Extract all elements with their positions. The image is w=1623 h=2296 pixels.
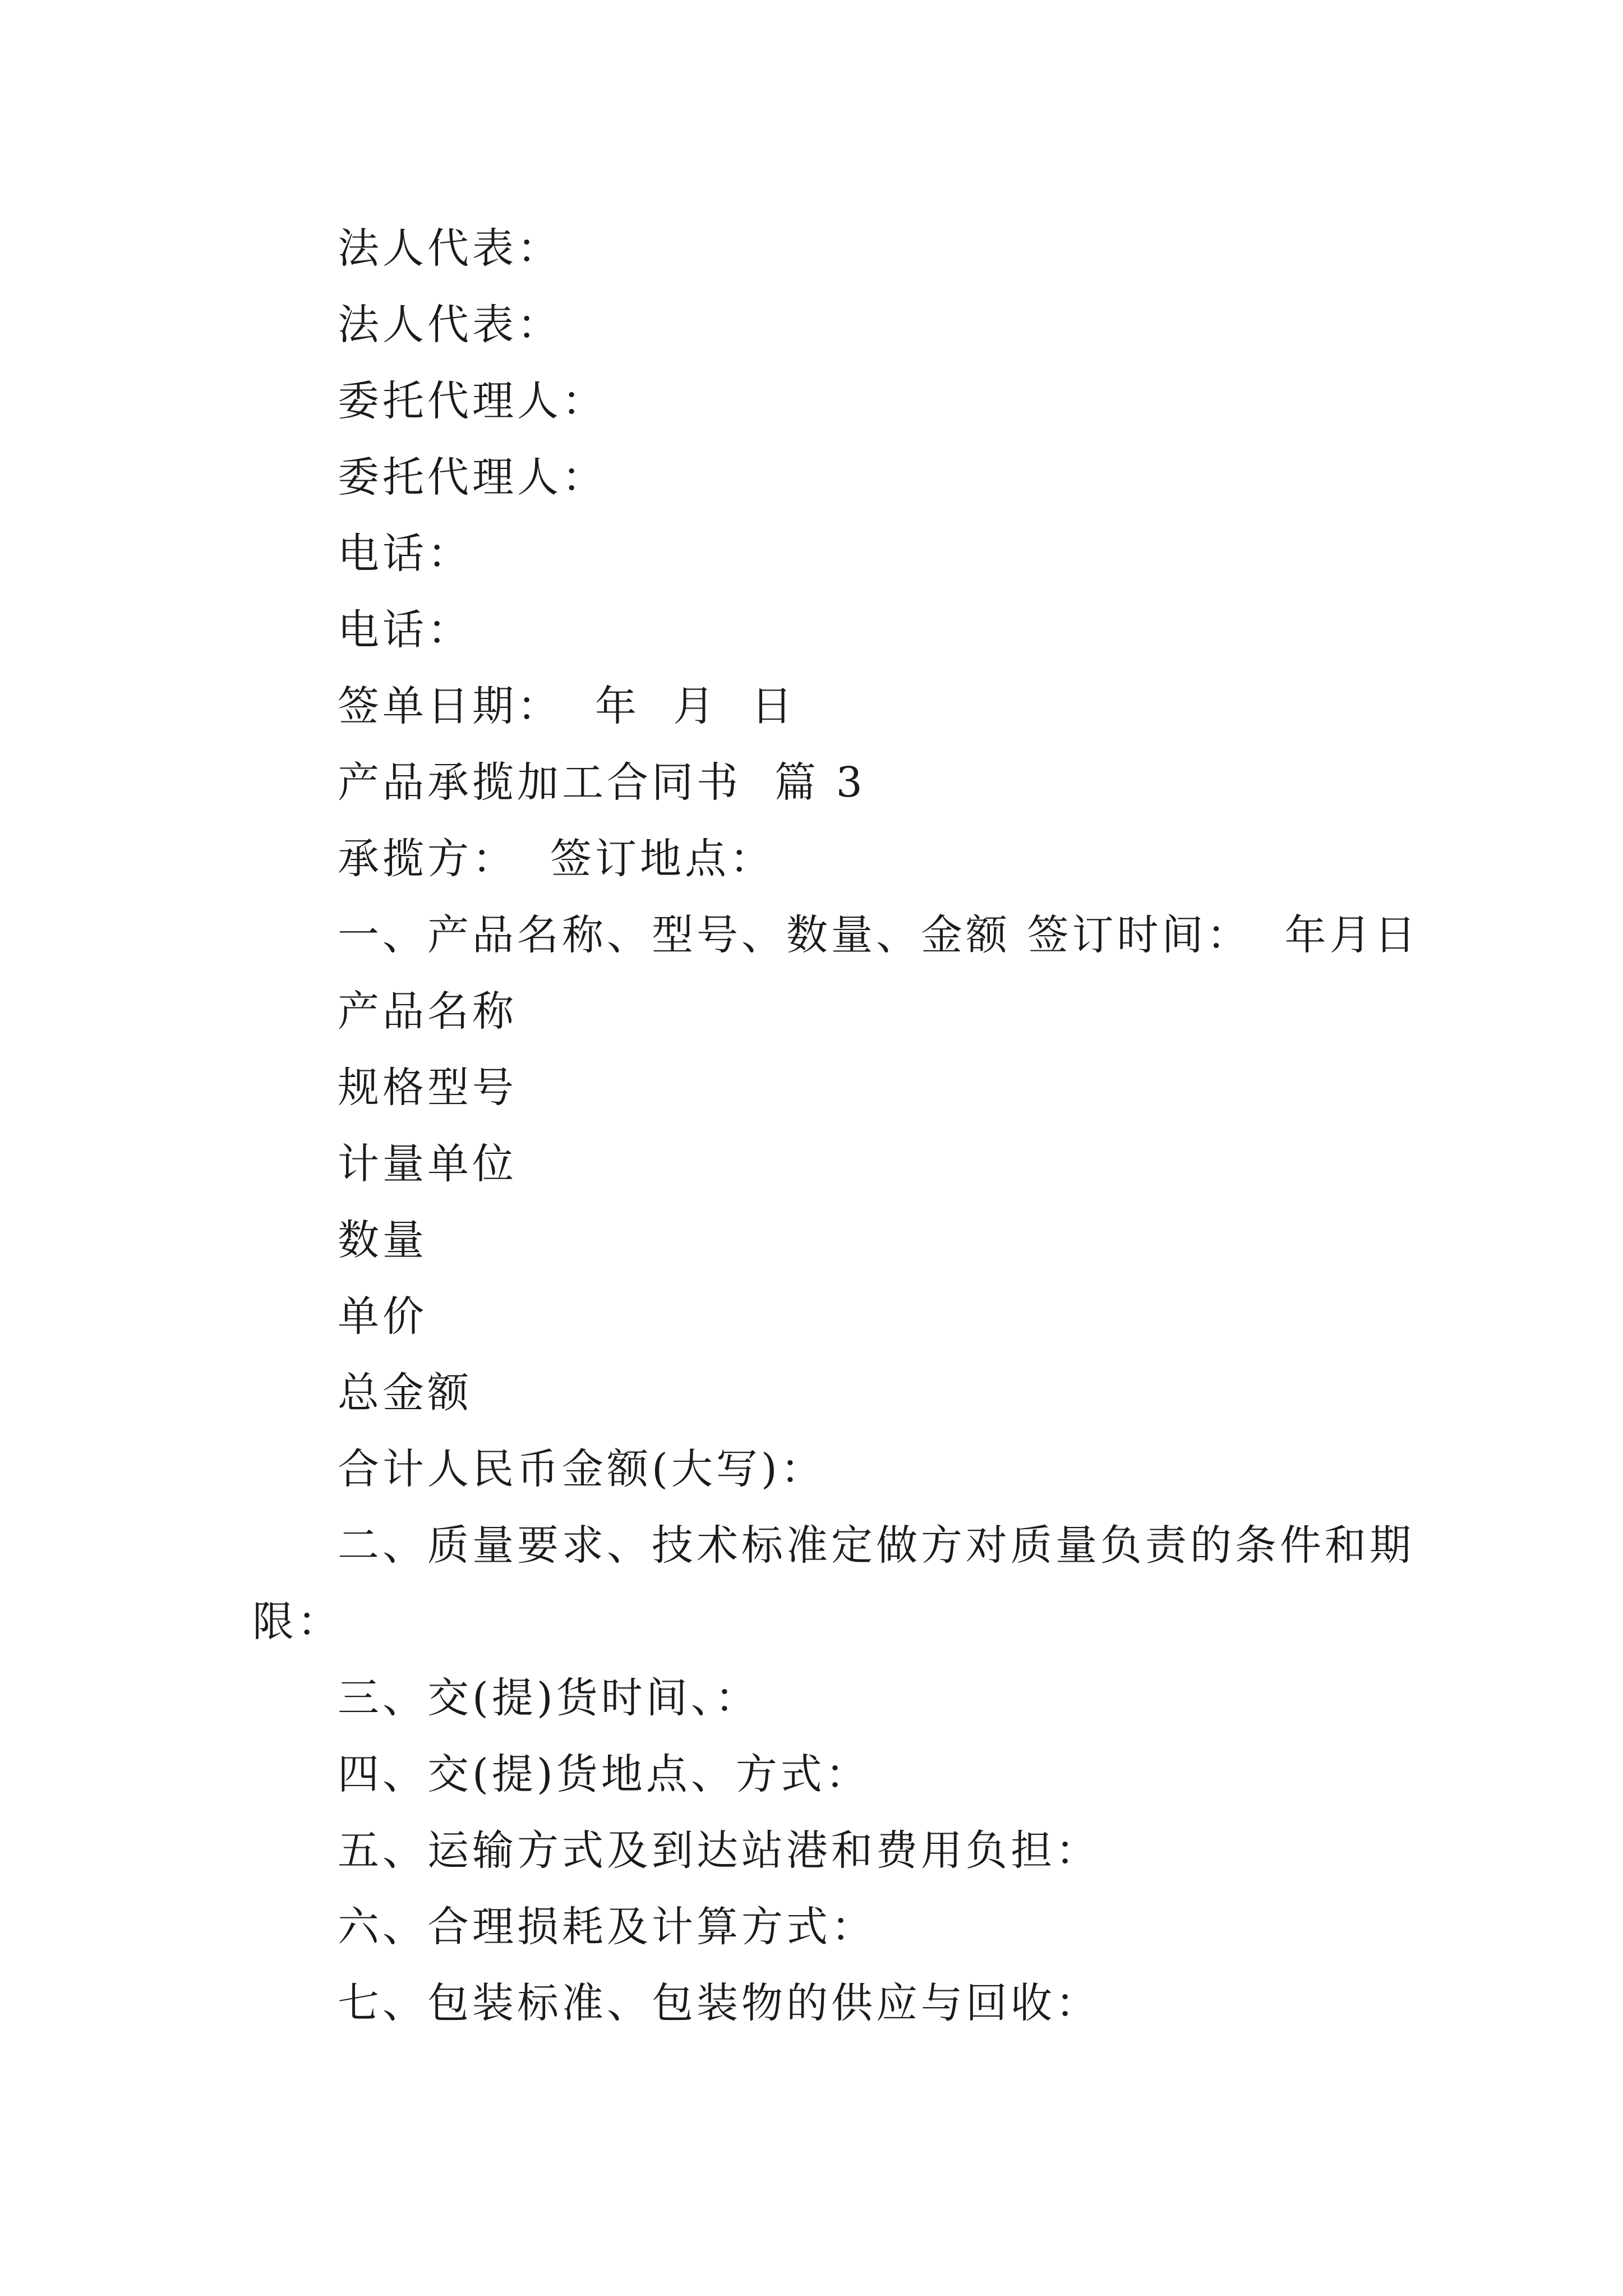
- document-body: [252, 210, 1419, 2041]
- authorized-agent-line-2: 委托代理人：: [338, 453, 607, 501]
- phone-line-1: 电话：: [338, 530, 472, 578]
- clause-4-delivery-place: 四、交(提)货地点、方式：: [338, 1750, 870, 1798]
- contractor-and-signing-place: 承揽方： 签订地点：: [338, 835, 775, 883]
- spec-model-label: 规格型号: [338, 1064, 517, 1112]
- authorized-agent-line-1: 委托代理人：: [338, 377, 607, 425]
- product-name-label: 产品名称: [338, 987, 517, 1036]
- clause-2-quality-continued: 限：: [252, 1598, 342, 1646]
- unit-price-label: 单价: [338, 1292, 427, 1341]
- clause-7-packaging: 七、包装标准、包装物的供应与回收：: [338, 1979, 1100, 2027]
- clause-5-transport: 五、运输方式及到达站港和费用负担：: [338, 1826, 1100, 1875]
- clause-6-loss: 六、合理损耗及计算方式：: [338, 1903, 876, 1951]
- quantity-label: 数量: [338, 1216, 427, 1264]
- legal-representative-line-2: 法人代表：: [338, 301, 562, 349]
- signing-date-line: 签单日期： 年 月 日: [338, 682, 796, 730]
- clause-1-product-info: 一、产品名称、型号、数量、金额 签订时间： 年月日: [338, 911, 1419, 959]
- clause-2-quality: 二、质量要求、技术标准定做方对质量负责的条件和期: [338, 1521, 1414, 1570]
- legal-representative-line-1: 法人代表：: [338, 224, 562, 273]
- clause-3-delivery-time: 三、交(提)货时间、：: [338, 1674, 760, 1722]
- rmb-total-capitalized: 合计人民币金额(大写)：: [338, 1445, 826, 1493]
- phone-line-2: 电话：: [338, 606, 472, 654]
- unit-label: 计量单位: [338, 1140, 517, 1188]
- total-amount-label: 总金额: [338, 1369, 472, 1417]
- contract-section-title: 产品承揽加工合同书 篇 3: [338, 758, 866, 807]
